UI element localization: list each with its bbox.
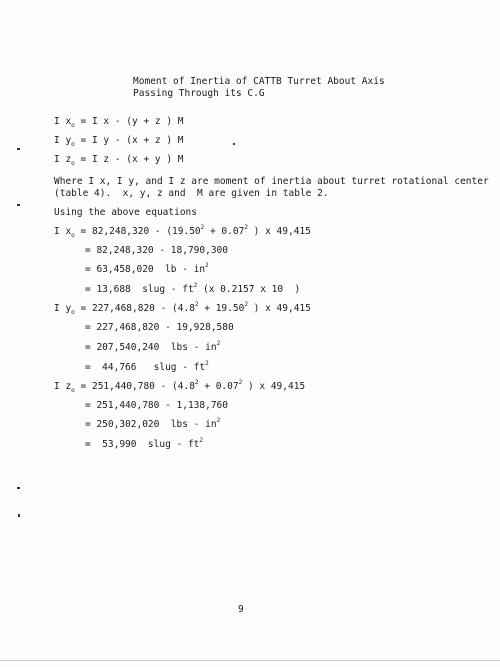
ix-calc-line-1	[54, 226, 311, 238]
iz-term-2: + 0.07	[198, 381, 239, 392]
equation-iy-rhs: = I y - (x + z ) M	[80, 135, 184, 146]
using-line: Using the above equations	[54, 207, 197, 218]
ix-term-2: + 0.07	[204, 226, 245, 237]
superscript-2: 2	[216, 417, 221, 424]
iy-term-1: = 227,468,820 - (4.8	[80, 303, 195, 314]
ix-label: I x	[54, 226, 72, 237]
equation-ix-lhs: I x	[54, 116, 72, 127]
iz-calc-line-1	[54, 381, 305, 393]
ix-calc-line-3	[85, 264, 209, 276]
iy-calc-line-1	[54, 303, 311, 315]
equation-iy-lhs: I y	[54, 135, 72, 146]
where-line-2: (table 4). x, y, z and M are given in table 2.	[54, 188, 329, 199]
ix-term-3: ) x 49,415	[247, 226, 311, 237]
iz-label: I z	[54, 381, 72, 392]
iz-calc-line-3	[85, 419, 220, 431]
iy-result-ft: = 44,766 slug - ft	[85, 362, 206, 373]
title-line-2: Passing Through its C.G	[133, 88, 265, 99]
superscript-2: 2	[193, 282, 198, 289]
where-line-1: Where I x, I y, and I z are moment of inertia about turret rotational center	[54, 176, 489, 187]
iy-calc-line-2: = 227,468,820 - 19,928,580	[85, 322, 234, 333]
subscript-o: o	[71, 232, 75, 239]
superscript-2: 2	[244, 224, 248, 231]
iy-label: I y	[54, 303, 72, 314]
equation-iz-lhs: I z	[54, 154, 72, 165]
scan-mark	[17, 148, 20, 150]
iz-result-ft: = 53,990 slug - ft	[85, 439, 200, 450]
iy-calc-line-4	[85, 362, 209, 374]
ix-result-ft: = 13,688 slug - ft	[85, 284, 194, 295]
iy-result-in: = 207,540,240 lbs - in	[85, 342, 217, 353]
iy-calc-line-3	[85, 342, 220, 354]
ix-conversion: (x 0.2157 x 10 )	[197, 284, 301, 295]
page-number: 9	[238, 604, 244, 615]
ix-calc-line-4	[85, 284, 300, 296]
iy-term-3: ) x 49,415	[247, 303, 311, 314]
equation-iz-rhs: = I z - (x + y ) M	[80, 154, 184, 165]
scan-mark	[18, 514, 20, 517]
scan-mark	[17, 487, 20, 489]
equation-ix-rhs: = I x - (y + z ) M	[80, 116, 184, 127]
equation-ix	[54, 116, 183, 128]
ix-calc-line-2: = 82,248,320 - 18,790,300	[85, 245, 228, 256]
ix-result-in: = 63,458,020 lb - in	[85, 264, 206, 275]
superscript-2: 2	[199, 437, 204, 444]
superscript-2: 2	[205, 360, 209, 367]
iy-term-2: + 19.50	[198, 303, 245, 314]
scan-mark	[17, 204, 20, 206]
superscript-2: 2	[244, 301, 248, 308]
superscript-2: 2	[200, 224, 205, 231]
superscript-2: 2	[205, 262, 209, 269]
subscript-o: o	[71, 387, 75, 394]
iz-calc-line-4	[85, 439, 203, 451]
superscript-2: 2	[194, 379, 199, 386]
subscript-o: o	[71, 122, 75, 129]
subscript-o: o	[71, 160, 75, 167]
title-line-1: Moment of Inertia of CATTB Turret About Axis	[133, 76, 385, 87]
equation-iy	[54, 135, 183, 147]
scan-edge-line	[0, 660, 500, 661]
iz-result-in: = 250,302,020 lbs - in	[85, 419, 217, 430]
iz-calc-line-2: = 251,440,780 - 1,138,760	[85, 400, 228, 411]
superscript-2: 2	[216, 340, 221, 347]
scan-mark	[233, 143, 235, 145]
superscript-2: 2	[194, 301, 199, 308]
ix-term-1: = 82,248,320 - (19.50	[80, 226, 201, 237]
subscript-o: o	[71, 309, 75, 316]
superscript-2: 2	[238, 379, 243, 386]
subscript-o: o	[71, 141, 75, 148]
equation-iz	[54, 154, 183, 166]
iz-term-1: = 251,440,780 - (4.8	[80, 381, 195, 392]
iz-term-3: ) x 49,415	[242, 381, 306, 392]
